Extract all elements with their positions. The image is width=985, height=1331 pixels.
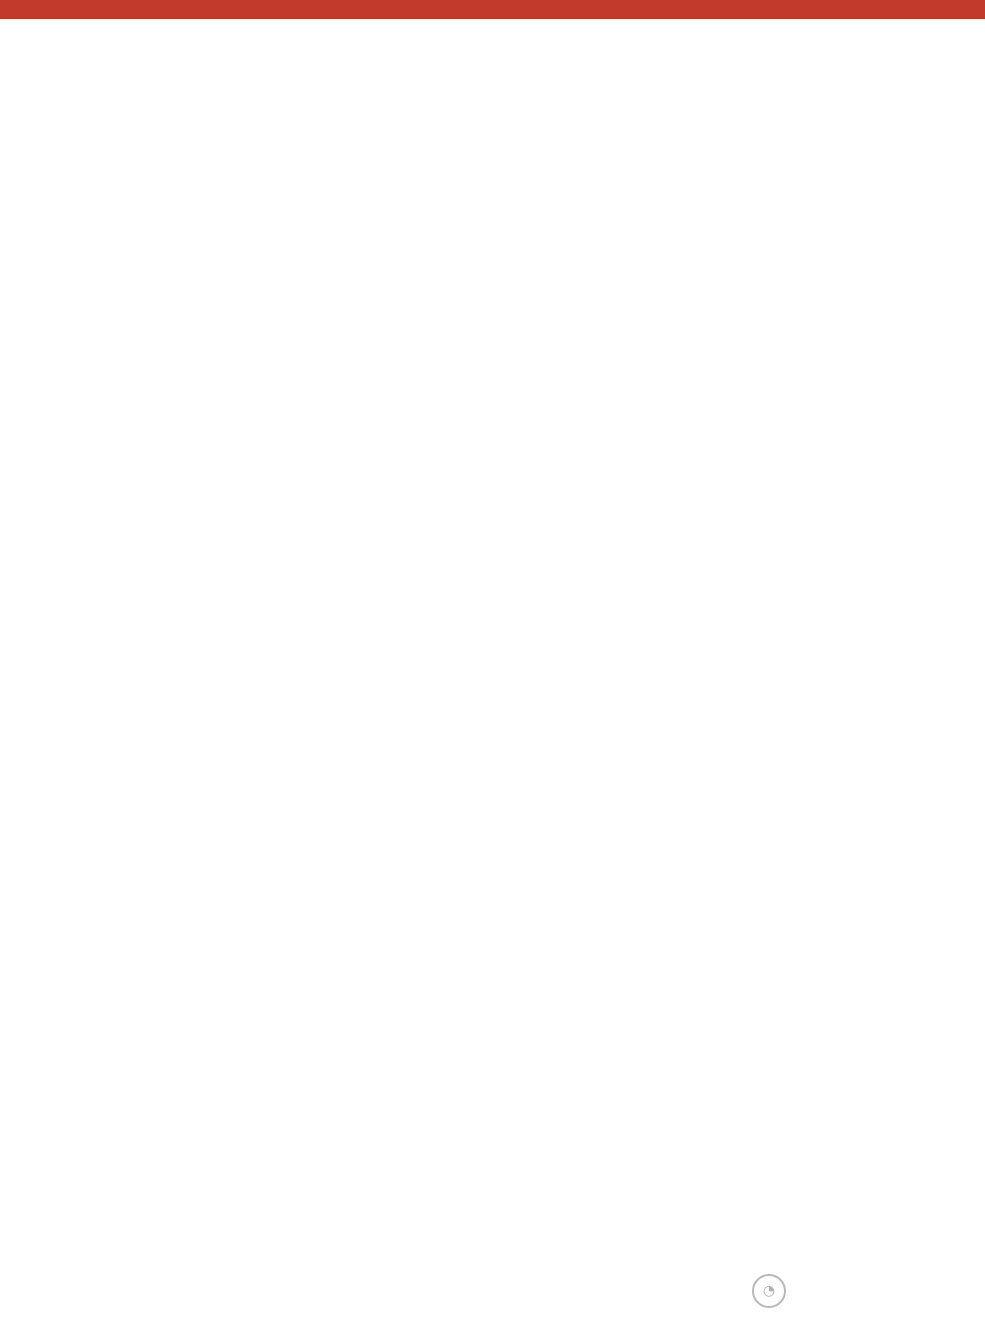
header-start-date bbox=[631, 0, 771, 19]
header-frequency bbox=[563, 0, 631, 19]
header-source bbox=[771, 0, 985, 19]
indicator-table-wrapper bbox=[0, 0, 985, 19]
header-indicator bbox=[163, 0, 463, 19]
wechat-icon: ◔ bbox=[752, 1274, 786, 1308]
indicator-table bbox=[0, 0, 985, 19]
header-unit bbox=[463, 0, 563, 19]
header-row bbox=[0, 0, 985, 19]
watermark bbox=[752, 1268, 985, 1331]
header-dimension bbox=[0, 0, 163, 19]
